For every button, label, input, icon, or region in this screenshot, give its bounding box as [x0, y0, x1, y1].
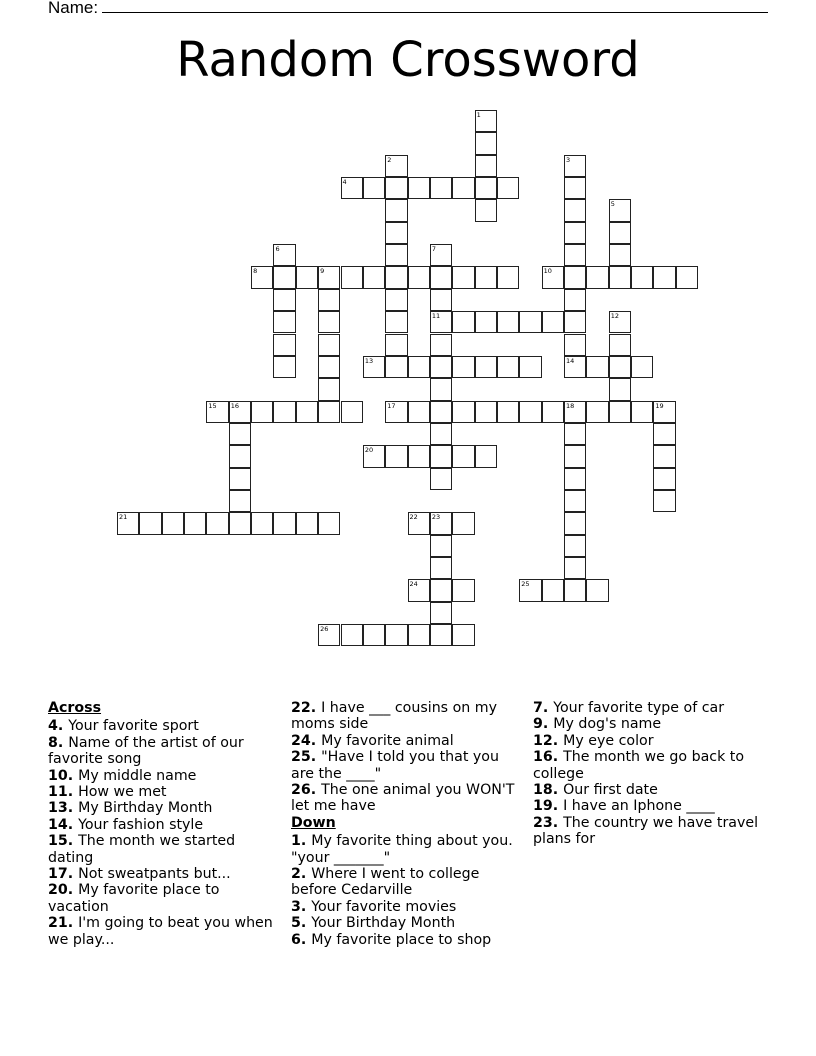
grid-cell[interactable] — [564, 490, 586, 512]
grid-cell[interactable] — [452, 445, 474, 467]
clue-number: 22 — [409, 513, 418, 522]
clue-item: 12. My eye color — [533, 732, 654, 749]
clue-number: 9 — [320, 267, 325, 276]
grid-cell[interactable] — [341, 624, 363, 646]
grid-cell[interactable] — [139, 512, 161, 534]
clue-number: 25 — [521, 580, 530, 589]
grid-cell[interactable] — [609, 222, 631, 244]
grid-cell[interactable] — [564, 401, 586, 423]
grid-cell[interactable] — [408, 445, 430, 467]
clue-item: 23. The country we have travel plans for — [533, 814, 759, 848]
grid-cell[interactable] — [564, 468, 586, 490]
grid-cell[interactable] — [497, 266, 519, 288]
grid-cell[interactable] — [184, 512, 206, 534]
clue-number: 4 — [342, 178, 347, 187]
clue-section-header: Down — [291, 814, 336, 831]
grid-cell[interactable] — [609, 378, 631, 400]
grid-cell[interactable] — [296, 512, 318, 534]
grid-cell[interactable] — [475, 311, 497, 333]
grid-cell[interactable] — [631, 401, 653, 423]
grid-cell[interactable] — [318, 356, 340, 378]
clue-number: 15 — [208, 401, 217, 410]
grid-cell[interactable] — [609, 244, 631, 266]
grid-cell[interactable] — [452, 579, 474, 601]
grid-cell[interactable] — [452, 311, 474, 333]
grid-cell[interactable] — [452, 401, 474, 423]
clue-item: 1. My favorite thing about you. "your _______" — [291, 833, 513, 866]
grid-cell[interactable] — [564, 535, 586, 557]
grid-cell[interactable] — [653, 490, 675, 512]
grid-cell[interactable] — [475, 177, 497, 199]
clue-number: 17 — [387, 401, 396, 410]
grid-cell[interactable] — [229, 512, 251, 534]
grid-cell[interactable] — [318, 334, 340, 356]
grid-cell[interactable] — [385, 177, 407, 199]
grid-cell[interactable] — [251, 266, 273, 288]
grid-cell[interactable] — [631, 266, 653, 288]
grid-cell[interactable] — [318, 401, 340, 423]
grid-cell[interactable] — [586, 266, 608, 288]
grid-cell[interactable] — [430, 535, 452, 557]
grid-cell[interactable] — [452, 356, 474, 378]
clue-number: 26 — [320, 625, 329, 634]
clue-item: 19. I have an Iphone ____ — [533, 798, 715, 815]
grid-cell[interactable] — [542, 266, 564, 288]
page-title: Random Crossword — [176, 32, 640, 88]
grid-cell[interactable] — [452, 177, 474, 199]
clue-number: 23 — [431, 513, 441, 522]
grid-cell[interactable] — [408, 624, 430, 646]
clue-number: 5 — [610, 200, 615, 209]
clue-number: 20 — [364, 446, 374, 455]
grid-cell[interactable] — [385, 311, 407, 333]
grid-cell[interactable] — [385, 445, 407, 467]
clue-item: 3. Your favorite movies — [291, 898, 457, 915]
grid-cell[interactable] — [609, 334, 631, 356]
grid-cell[interactable] — [564, 222, 586, 244]
clue-number: 24 — [409, 580, 418, 589]
grid-cell[interactable] — [609, 401, 631, 423]
grid-cell[interactable] — [408, 579, 430, 601]
clue-item: 25. "Have I told you that you are the ____" — [291, 749, 499, 782]
grid-cell[interactable] — [430, 266, 452, 288]
grid-cell[interactable] — [385, 334, 407, 356]
grid-cell[interactable] — [318, 512, 340, 534]
grid-cell[interactable] — [363, 624, 385, 646]
clue-number: 21 — [119, 513, 128, 522]
grid-cell[interactable] — [273, 356, 295, 378]
grid-cell[interactable] — [564, 199, 586, 221]
grid-cell[interactable] — [653, 423, 675, 445]
clues-column-3 — [533, 700, 765, 848]
grid-cell[interactable] — [273, 266, 295, 288]
grid-cell[interactable] — [318, 311, 340, 333]
grid-cell[interactable] — [430, 244, 452, 266]
grid-cell[interactable] — [475, 155, 497, 177]
clue-item: 17. Not sweatpants but... — [48, 866, 231, 883]
grid-cell[interactable] — [586, 356, 608, 378]
clue-number: 3 — [566, 155, 571, 164]
clues-column-1 — [48, 700, 280, 948]
grid-cell[interactable] — [475, 199, 497, 221]
grid-cell[interactable] — [542, 579, 564, 601]
grid-cell[interactable] — [318, 266, 340, 288]
grid-cell[interactable] — [273, 311, 295, 333]
grid-cell[interactable] — [497, 177, 519, 199]
clue-item: 24. My favorite animal — [291, 732, 454, 749]
grid-cell[interactable] — [497, 311, 519, 333]
clue-number: 10 — [543, 267, 552, 276]
grid-cell[interactable] — [564, 266, 586, 288]
grid-cell[interactable] — [385, 199, 407, 221]
grid-cell[interactable] — [408, 356, 430, 378]
clue-item: 10. My middle name — [48, 767, 197, 784]
grid-cell[interactable] — [519, 401, 541, 423]
clue-number: 11 — [431, 312, 441, 321]
grid-cell[interactable] — [341, 177, 363, 199]
clue-item: 16. The month we go back to college — [533, 749, 745, 782]
grid-cell[interactable] — [296, 401, 318, 423]
clue-number: 6 — [275, 245, 280, 254]
grid-cell[interactable] — [497, 356, 519, 378]
grid-cell[interactable] — [497, 401, 519, 423]
grid-cell[interactable] — [452, 512, 474, 534]
grid-cell[interactable] — [452, 266, 474, 288]
clue-number: 2 — [387, 155, 392, 164]
grid-cell[interactable] — [564, 311, 586, 333]
clues-column-2 — [291, 700, 523, 948]
grid-cell[interactable] — [385, 222, 407, 244]
grid-cell[interactable] — [408, 401, 430, 423]
grid-cell[interactable] — [273, 512, 295, 534]
clue-number: 13 — [364, 356, 374, 365]
clue-item: 20. My favorite place to vacation — [48, 882, 220, 915]
clue-item: 9. My dog's name — [533, 716, 662, 733]
grid-cell[interactable] — [564, 512, 586, 534]
clue-item: 5. Your Birthday Month — [291, 915, 456, 932]
clue-item: 21. I'm going to beat you when we play... — [48, 915, 273, 948]
grid-cell[interactable] — [609, 311, 631, 333]
clue-number: 1 — [476, 111, 481, 119]
clue-number: 8 — [253, 267, 258, 276]
clue-number: 12 — [610, 312, 619, 321]
grid-cell[interactable] — [475, 266, 497, 288]
grid-cell[interactable] — [408, 177, 430, 199]
grid-cell[interactable] — [318, 378, 340, 400]
grid-cell[interactable] — [564, 423, 586, 445]
grid-cell[interactable] — [430, 356, 452, 378]
grid-cell[interactable] — [206, 401, 228, 423]
grid-cell[interactable] — [564, 155, 586, 177]
grid-cell[interactable] — [653, 266, 675, 288]
grid-cell[interactable] — [430, 579, 452, 601]
grid-cell[interactable] — [318, 624, 340, 646]
grid-cell[interactable] — [564, 579, 586, 601]
grid-cell[interactable] — [229, 468, 251, 490]
grid-cell[interactable] — [564, 557, 586, 579]
grid-cell[interactable] — [631, 356, 653, 378]
grid-cell[interactable] — [296, 266, 318, 288]
grid-cell[interactable] — [363, 266, 385, 288]
grid-cell[interactable] — [251, 512, 273, 534]
clue-item: 18. Our first date — [533, 782, 658, 799]
grid-cell[interactable] — [363, 445, 385, 467]
grid-cell[interactable] — [475, 132, 497, 154]
grid-cell[interactable] — [564, 177, 586, 199]
clue-item: 8. Name of the artist of our favorite song — [48, 734, 244, 768]
grid-cell[interactable] — [653, 445, 675, 467]
clue-item: 14. Your fashion style — [48, 816, 204, 833]
grid-cell[interactable] — [385, 155, 407, 177]
grid-cell[interactable] — [341, 266, 363, 288]
clue-item: 26. The one animal you WON'T let me have — [291, 782, 515, 815]
grid-cell[interactable] — [273, 244, 295, 266]
grid-cell[interactable] — [430, 557, 452, 579]
grid-cell[interactable] — [385, 266, 407, 288]
grid-cell[interactable] — [519, 579, 541, 601]
clue-number: 18 — [566, 401, 575, 410]
grid-cell[interactable] — [206, 512, 228, 534]
grid-cell[interactable] — [430, 378, 452, 400]
grid-cell[interactable] — [408, 266, 430, 288]
grid-cell[interactable] — [430, 423, 452, 445]
name-label: Name: — [48, 0, 99, 17]
grid-cell[interactable] — [430, 468, 452, 490]
grid-cell[interactable] — [609, 199, 631, 221]
grid-cell[interactable] — [251, 401, 273, 423]
clue-item: 4. Your favorite sport — [48, 718, 199, 735]
grid-cell[interactable] — [452, 624, 474, 646]
grid-cell[interactable] — [430, 334, 452, 356]
clue-item: 13. My Birthday Month — [48, 800, 213, 817]
grid-cell[interactable] — [229, 490, 251, 512]
grid-cell[interactable] — [273, 401, 295, 423]
clue-item: 2. Where I went to college before Cedarville — [291, 866, 480, 899]
clue-number: 7 — [431, 245, 437, 254]
grid-cell[interactable] — [564, 356, 586, 378]
clue-number: 14 — [566, 356, 575, 365]
grid-cell[interactable] — [229, 445, 251, 467]
grid-cell[interactable] — [475, 445, 497, 467]
clue-section-header: Across — [48, 700, 102, 716]
grid-cell[interactable] — [430, 177, 452, 199]
grid-cell[interactable] — [117, 512, 139, 534]
grid-cell[interactable] — [653, 468, 675, 490]
grid-cell[interactable] — [408, 512, 430, 534]
grid-cell[interactable] — [385, 401, 407, 423]
grid-cell[interactable] — [385, 356, 407, 378]
grid-cell[interactable] — [430, 602, 452, 624]
grid-cell[interactable] — [430, 624, 452, 646]
clue-item: 22. I have ___ cousins on my moms side — [291, 700, 497, 733]
grid-cell[interactable] — [519, 356, 541, 378]
grid-cell[interactable] — [385, 624, 407, 646]
clue-item: 15. The month we started dating — [48, 833, 236, 866]
grid-cell[interactable] — [363, 177, 385, 199]
grid-cell[interactable] — [318, 289, 340, 311]
grid-cell[interactable] — [475, 401, 497, 423]
grid-cell[interactable] — [430, 512, 452, 534]
grid-cell[interactable] — [341, 401, 363, 423]
grid-cell[interactable] — [653, 401, 675, 423]
grid-cell[interactable] — [273, 334, 295, 356]
grid-cell[interactable] — [564, 289, 586, 311]
grid-cell[interactable] — [430, 445, 452, 467]
grid-cell[interactable] — [609, 266, 631, 288]
clue-item: 7. Your favorite type of car — [533, 700, 725, 716]
grid-cell[interactable] — [363, 356, 385, 378]
grid-cell[interactable] — [162, 512, 184, 534]
grid-cell[interactable] — [430, 401, 452, 423]
grid-cell[interactable] — [542, 311, 564, 333]
grid-cell[interactable] — [676, 266, 698, 288]
grid-cell[interactable] — [229, 423, 251, 445]
grid-cell[interactable] — [385, 289, 407, 311]
grid-cell[interactable] — [519, 311, 541, 333]
clue-item: 6. My favorite place to shop — [291, 931, 492, 948]
grid-cell[interactable] — [564, 445, 586, 467]
grid-cell[interactable] — [430, 311, 452, 333]
clue-number: 19 — [655, 401, 664, 410]
grid-cell[interactable] — [229, 401, 251, 423]
grid-cell[interactable] — [475, 356, 497, 378]
grid-cell[interactable] — [564, 334, 586, 356]
clue-number: 16 — [230, 401, 240, 410]
grid-cell[interactable] — [273, 289, 295, 311]
grid-cell[interactable] — [564, 244, 586, 266]
grid-cell[interactable] — [586, 401, 608, 423]
grid-cell[interactable] — [586, 579, 608, 601]
grid-cell[interactable] — [385, 244, 407, 266]
clue-item: 11. How we met — [48, 784, 167, 801]
grid-cell[interactable] — [542, 401, 564, 423]
grid-cell[interactable] — [430, 289, 452, 311]
grid-cell[interactable] — [475, 110, 497, 132]
grid-cell[interactable] — [609, 356, 631, 378]
